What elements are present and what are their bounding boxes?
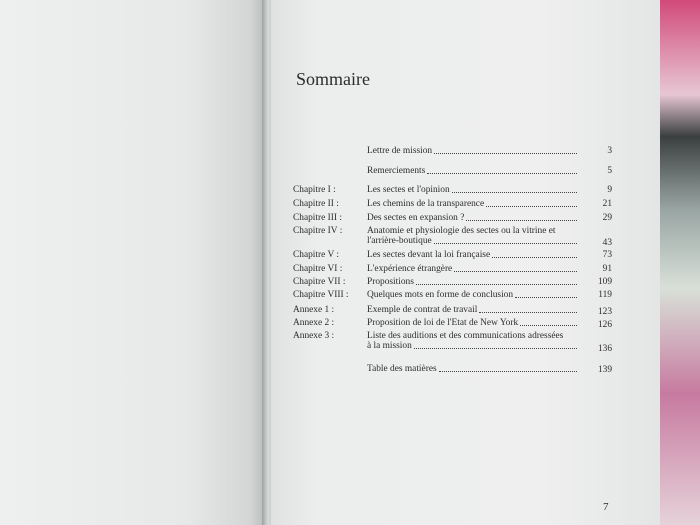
toc-label: Annexe 2 : [293,318,335,328]
toc-label: Chapitre VI : [293,264,343,274]
toc-entry-line1: Liste des auditions et des communications adressées [367,331,564,341]
toc-page: 136 [597,344,612,354]
toc-page: 21 [602,199,612,209]
toc-entry: Les sectes et l'opinion [367,185,579,195]
toc-entry: Les chemins de la transparence [367,199,579,209]
toc-entry: l'arrière-boutique [367,236,579,246]
toc-label: Annexe 1 : [293,305,335,315]
toc-entry-line1: Anatomie et physiologie des sectes ou la vitrine et [367,226,556,236]
toc-entry: Des sectes en expansion ? [367,213,579,223]
toc-page: 43 [602,238,612,248]
toc-page: 123 [597,307,612,317]
toc-label: Chapitre III : [293,213,342,223]
toc-page: 91 [602,264,612,274]
toc-label: Chapitre VII : [293,277,346,287]
toc-entry: Exemple de contrat de travail [367,305,579,315]
toc-page: 119 [598,290,612,300]
toc-entry: Proposition de loi de l'Etat de New York [367,318,579,328]
toc-label: Chapitre II : [293,199,339,209]
toc-entry: Remerciements [367,166,579,176]
toc-page: 5 [607,166,612,176]
toc-page: 9 [607,185,612,195]
toc-page: 126 [597,320,612,330]
toc-label: Chapitre VIII : [293,290,349,300]
page-number: 7 [603,501,609,513]
toc-page: 3 [607,146,612,156]
toc-page: 29 [602,213,612,223]
toc-label: Chapitre V : [293,250,340,260]
page-title: Sommaire [296,69,370,89]
toc-entry: Table des matières [367,364,579,374]
toc-page: 73 [602,250,612,260]
toc-entry: Propositions [367,277,579,287]
background-strip [660,0,700,525]
toc-entry: L'expérience étrangère [367,264,579,274]
toc-page: 109 [597,277,612,287]
toc-page: 139 [597,365,612,375]
toc-entry: Lettre de mission [367,146,579,156]
left-page [0,0,266,525]
toc-label: Annexe 3 : [293,331,335,341]
toc-entry: à la mission [367,341,579,351]
toc-entry: Quelques mots en forme de conclusion [367,290,579,300]
toc-label: Chapitre IV : [293,226,343,236]
toc-entry: Les sectes devant la loi française [367,250,579,260]
toc-label: Chapitre I : [293,185,336,195]
